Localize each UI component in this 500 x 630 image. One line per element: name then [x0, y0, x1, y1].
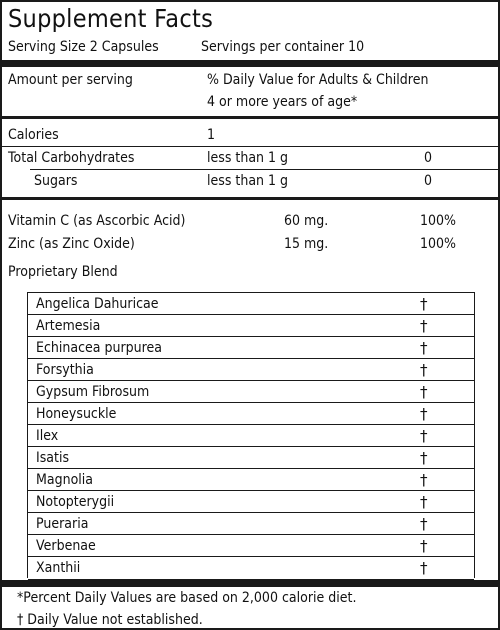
amount-per-serving-header: Amount per serving: [8, 72, 133, 88]
blend-ingredient-name: Verbenae: [36, 538, 96, 554]
blend-ingredient-row: [28, 358, 474, 381]
daily-value-header-age: 4 or more years of age*: [207, 94, 358, 110]
dagger-mark: †: [420, 405, 428, 423]
mineral-daily-value: 100%: [420, 236, 457, 252]
nutrient-amount: less than 1 g: [207, 150, 289, 166]
blend-ingredient-row: [28, 556, 474, 580]
blend-ingredient-name: Notopterygii: [36, 494, 115, 510]
divider-medium: [2, 116, 498, 119]
nutrient-name: Sugars: [34, 173, 78, 189]
blend-ingredient-name: Magnolia: [36, 472, 94, 488]
divider-thick: [2, 580, 498, 587]
vitamin-amount: 60 mg.: [284, 213, 329, 229]
proprietary-blend-title: Proprietary Blend: [8, 264, 118, 280]
nutrient-name: Total Carbohydrates: [8, 150, 135, 166]
nutrient-daily-value: 0: [424, 173, 433, 189]
servings-per-container: Servings per container 10: [201, 39, 365, 55]
dagger-mark: †: [420, 339, 428, 357]
nutrient-amount: 1: [207, 127, 216, 143]
blend-ingredient-name: Gypsum Fibrosum: [36, 384, 150, 400]
blend-ingredient-name: Honeysuckle: [36, 406, 117, 422]
blend-ingredient-row: [28, 380, 474, 403]
divider-medium: [2, 197, 498, 200]
nutrient-amount: less than 1 g: [207, 173, 289, 189]
divider-thin: [2, 146, 498, 147]
footnote-dagger: † Daily Value not established.: [17, 612, 203, 628]
dagger-mark: †: [420, 537, 428, 555]
panel-title: Supplement Facts: [8, 4, 214, 33]
proprietary-blend-table: [27, 292, 475, 578]
vitamin-name: Vitamin C (as Ascorbic Acid): [8, 213, 186, 229]
blend-ingredient-name: Pueraria: [36, 516, 89, 532]
blend-ingredient-row: [28, 490, 474, 513]
blend-ingredient-row: [28, 534, 474, 557]
blend-ingredient-name: Xanthii: [36, 560, 81, 576]
blend-ingredient-name: Artemesia: [36, 318, 101, 334]
blend-ingredient-row: [28, 314, 474, 337]
blend-ingredient-row: [28, 512, 474, 535]
nutrient-daily-value: 0: [424, 150, 433, 166]
blend-ingredient-row: [28, 468, 474, 491]
divider-thin: [30, 169, 498, 170]
divider-thick: [2, 60, 498, 67]
dagger-mark: †: [420, 317, 428, 335]
nutrient-name: Calories: [8, 127, 59, 143]
mineral-name: Zinc (as Zinc Oxide): [8, 236, 135, 252]
footnote-daily-values: *Percent Daily Values are based on 2,000 calorie diet.: [17, 590, 357, 606]
blend-ingredient-name: Forsythia: [36, 362, 94, 378]
daily-value-header: % Daily Value for Adults & Children: [207, 72, 429, 88]
blend-ingredient-row: [28, 424, 474, 447]
dagger-mark: †: [420, 449, 428, 467]
blend-ingredient-row: [28, 292, 474, 315]
blend-ingredient-row: [28, 336, 474, 359]
vitamin-daily-value: 100%: [420, 213, 457, 229]
dagger-mark: †: [420, 295, 428, 313]
blend-ingredient-row: [28, 402, 474, 425]
blend-ingredient-name: Echinacea purpurea: [36, 340, 163, 356]
serving-size: Serving Size 2 Capsules: [8, 39, 159, 55]
blend-ingredient-name: Ilex: [36, 428, 59, 444]
dagger-mark: †: [420, 515, 428, 533]
blend-ingredient-row: [28, 446, 474, 469]
dagger-mark: †: [420, 559, 428, 577]
dagger-mark: †: [420, 383, 428, 401]
dagger-mark: †: [420, 361, 428, 379]
blend-ingredient-name: Angelica Dahuricae: [36, 296, 159, 312]
dagger-mark: †: [420, 471, 428, 489]
blend-ingredient-name: Isatis: [36, 450, 70, 466]
dagger-mark: †: [420, 493, 428, 511]
mineral-amount: 15 mg.: [284, 236, 329, 252]
dagger-mark: †: [420, 427, 428, 445]
